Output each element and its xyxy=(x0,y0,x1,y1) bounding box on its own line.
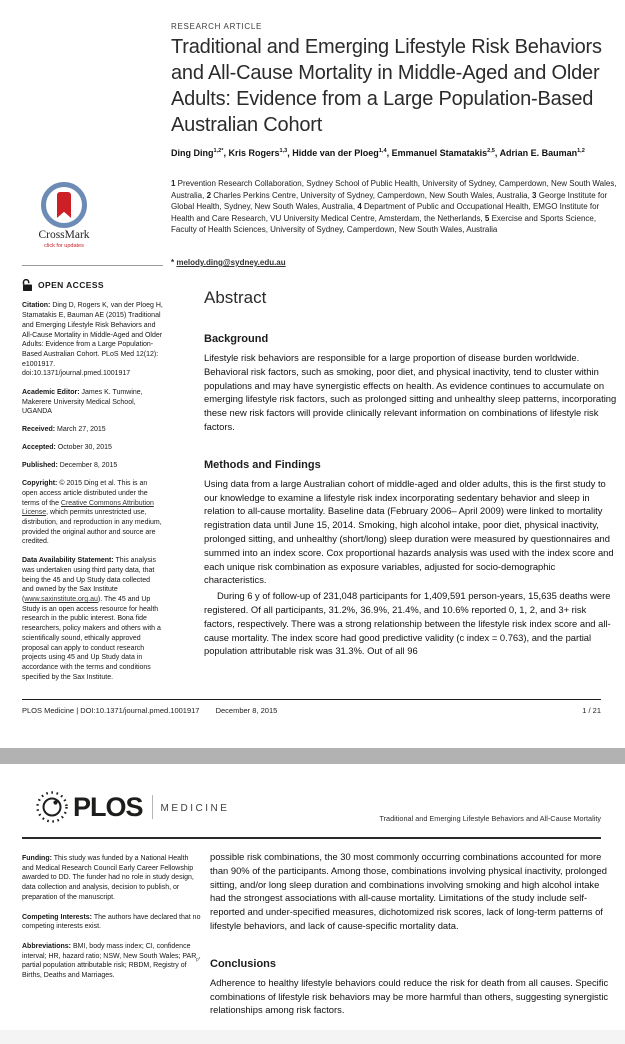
logo-divider xyxy=(152,795,153,819)
page-bottom-edge xyxy=(0,1030,625,1044)
methods-heading: Methods and Findings xyxy=(204,458,321,471)
abstract-section xyxy=(204,288,618,658)
crossmark-icon xyxy=(41,182,87,228)
crossmark-subtext: click for updates xyxy=(44,242,84,249)
methods-paragraph-2: During 6 y of follow-up of 231,048 participants for 1,409,591 person-years, 15,635 deaths were registered. Of all participants, 31.2%, 36.9%, 21.4%, and 10.6% reported 0, 1, 2, and 3+ risk factors, respectively. There was a strong relationship between the lifestyle risk index score and all-cause mortality. The index score had good predictive validity (c index = 0.763), and the partial population attributable risk was 31.3%. Out of all 96 xyxy=(204,590,611,657)
academic-editor-label: Academic Editor: xyxy=(22,389,80,397)
abbreviations-label: Abbreviations: xyxy=(22,942,72,950)
funding-block xyxy=(22,854,201,903)
plos-logo-icon xyxy=(35,790,69,824)
data-availability-post: ). The 45 and Up Study is an open access resource for health research in the public interest. Bona fide researchers, policy makers and others with a scientifically sound, ethically approved proposal can apply to conduct research projects using 45 and Up Study data in accordance with the terms and conditions specified by the Sax Institute. xyxy=(22,595,161,681)
competing-interests-text: The authors have declared that no competing interests exist. xyxy=(22,913,201,931)
methods-continuation-paragraph: possible risk combinations, the 30 most commonly occurring combinations accounted for more than 90% of the participants. Among those, combinations involving physical inactivity, prolonged sitting, and/or long sleep duration and combinations involving smoking and high alcohol intake had the strongest associations with all-cause mortality. Limitations of the study include self-reported and under-specified measures, dichotomized risk scores, lack of long-term patterns of lifestyle behaviors, and lack of cause-specific mortality data. xyxy=(210,851,607,931)
header-rule xyxy=(22,837,601,839)
cc-license-link[interactable]: Creative Commons Attribution License xyxy=(22,499,154,517)
competing-interests-block xyxy=(22,913,201,932)
page-footer xyxy=(22,706,601,715)
journal-name: MEDICINE xyxy=(160,802,230,814)
conclusions-paragraph: Adherence to healthy lifestyle behaviors could reduce the risk for death from all causes. Specific combinations of lifestyle risk behaviors may be more harmful than others, suggesting synergistic relationships among risk factors. xyxy=(210,976,609,1016)
published-label: Published: xyxy=(22,461,58,469)
plos-logo xyxy=(35,790,229,824)
methods-paragraph-1: Using data from a large Australian cohort of middle-aged and older adults, this is the first study to our knowledge to examine a lifestyle risk index incorporating sedentary behavior and sleep in relation to all-cause mortality. Baseline data (February 2006– April 2009) were linked to mortality registration data until June 15, 2014. Smoking, high alcohol intake, poor diet, physical inactivity, prolonged sitting, and unhealthy (short/long) sleep duration were measured by questionnaires and summed into an index score. Cox proportional hazards analysis was used with the index score and each unique risk combination as exposure variables, adjusted for socio-demographic characteristics. xyxy=(204,477,614,586)
published-date: December 8, 2015 xyxy=(57,461,118,469)
author-line: Ding Ding$^{1,2*}$, Kris Rogers$^{1,3}$, Hidde van der Ploeg$^{1,4}$, Emmanuel Stamatakis$^{2,5}$, Adrian E. Bauman$^{1,2}$ xyxy=(171,148,585,158)
abbreviations-text: BMI, body mass index; CI, confidence interval; HR, hazard ratio; NSW, New South Wales; $PAR_p$, partial population attributable risk; RBDM, Registry of Births, Deaths and Marriages. xyxy=(22,942,201,980)
data-availability-pre: This analysis was undertaken using third party data, that being the 45 and Up Study data collected and owned by the Sax Institute ( xyxy=(22,557,156,603)
data-availability-block xyxy=(22,556,163,682)
copyright-block xyxy=(22,479,163,547)
citation-block xyxy=(22,301,163,379)
copyright-text-post: , which permits unrestricted use, distribution, and reproduction in any medium, provided the original author and source are credited. xyxy=(22,509,162,546)
main-text-page2 xyxy=(210,850,615,1031)
crossmark-bookmark-icon xyxy=(57,192,71,218)
sax-institute-link[interactable]: www.saxinstitute.org.au xyxy=(24,595,98,603)
received-date: March 27, 2015 xyxy=(55,426,106,434)
academic-editor-text: James K. Tumwine, Makerere University Medical School, UGANDA xyxy=(22,389,143,416)
footer-rule xyxy=(22,699,601,700)
crossmark-badge[interactable] xyxy=(26,182,102,251)
sidebar-divider xyxy=(22,265,163,266)
copyright-label: Copyright: xyxy=(22,480,58,488)
footer-date: December 8, 2015 xyxy=(215,706,278,715)
left-sidebar-page2 xyxy=(22,854,201,991)
footer-page-number: 1 / 21 xyxy=(582,706,601,715)
funding-text: This study was funded by a National Health and Medical Research Council Early Career Fellowship awarded to DD. The funder had no role in study design, data collection and analysis, decision to publish, or preparation of the manuscript. xyxy=(22,855,194,901)
crossmark-label: CrossMark xyxy=(38,229,90,241)
background-paragraph: Lifestyle risk behaviors are responsible for a large proportion of disease burden worldwide. Behavioral risk factors, such as smoking, poor diet, and physical inactivity, tend to cluster within populations and may have synergistic effects on health. As evidence continues to accumulate on emerging lifestyle risk factors, such as prolonged sitting and unhealthy sleep patterns, incorporating these new risk factors will provide clinically relevant information on combinations of lifestyle risk factors. xyxy=(204,352,617,432)
article-title: Traditional and Emerging Lifestyle Risk Behaviors and All-Cause Mortality in Middle-Aged and Older Adults: Evidence from a Large Population-Based Australian Cohort xyxy=(171,36,602,136)
published-row xyxy=(22,461,163,471)
citation-label: Citation: xyxy=(22,302,51,310)
received-label: Received: xyxy=(22,426,56,434)
footer-journal-doi: PLOS Medicine | DOI:10.1371/journal.pmed.1001917 xyxy=(22,706,200,715)
open-lock-icon xyxy=(22,279,33,292)
background-heading: Background xyxy=(204,333,269,345)
abbreviations-block xyxy=(22,942,201,981)
left-sidebar xyxy=(22,182,163,682)
page-2 xyxy=(0,764,625,1044)
conclusions-heading: Conclusions xyxy=(210,957,277,970)
article-type-kicker: RESEARCH ARTICLE xyxy=(171,22,263,31)
correspondence-marker: * xyxy=(171,258,177,267)
running-head: Traditional and Emerging Lifestyle Behaviors and All-Cause Mortality xyxy=(379,814,601,823)
accepted-label: Accepted: xyxy=(22,443,56,451)
citation-text: Ding D, Rogers K, van der Ploeg H, Stamatakis E, Bauman AE (2015) Traditional and Emerging Lifestyle Risk Behaviors and All-Cause Mortality in Middle-Aged and Older Adults: Evidence from a Large Population-Based Australian Cohort. PLoS Med 12(12): e1001917. doi:10.1371/journal.pmed.1001917 xyxy=(22,302,163,378)
plos-logo-text: PLOS xyxy=(73,791,143,822)
correspondence xyxy=(171,258,286,267)
received-row xyxy=(22,425,163,435)
data-availability-label: Data Availability Statement: xyxy=(22,557,114,565)
open-access-label: OPEN ACCESS xyxy=(38,280,104,291)
academic-editor-block xyxy=(22,388,163,417)
affiliations: 1 Prevention Research Collaboration, Sydney School of Public Health, University of Sydney, Camperdown, New South Wales, Australia, 2 Charles Perkins Centre, University of Sydney, Camperdown, New South Wales, Australia, 3 George Institute for Global Health, Sydney, New South Wales, Australia, 4 Department of Public and Occupational Health, EMGO Institute for Health and Care Research, VU University Medical Centre, Amsterdam, the Netherlands, 5 Exercise and Sports Science, Faculty of Health Sciences, University of Sydney, Camperdown, New South Wales, Australia xyxy=(171,179,617,234)
accepted-row xyxy=(22,443,163,453)
copyright-text-pre: © 2015 Ding et al. This is an open access article distributed under the terms of the xyxy=(22,480,148,507)
competing-interests-label: Competing Interests: xyxy=(22,913,93,921)
page-separator xyxy=(0,748,625,764)
funding-label: Funding: xyxy=(22,855,52,862)
accepted-date: October 30, 2015 xyxy=(55,443,112,451)
abstract-heading: Abstract xyxy=(204,288,267,307)
correspondence-email-link[interactable]: melody.ding@sydney.edu.au xyxy=(176,258,286,267)
open-access-row xyxy=(22,279,163,292)
